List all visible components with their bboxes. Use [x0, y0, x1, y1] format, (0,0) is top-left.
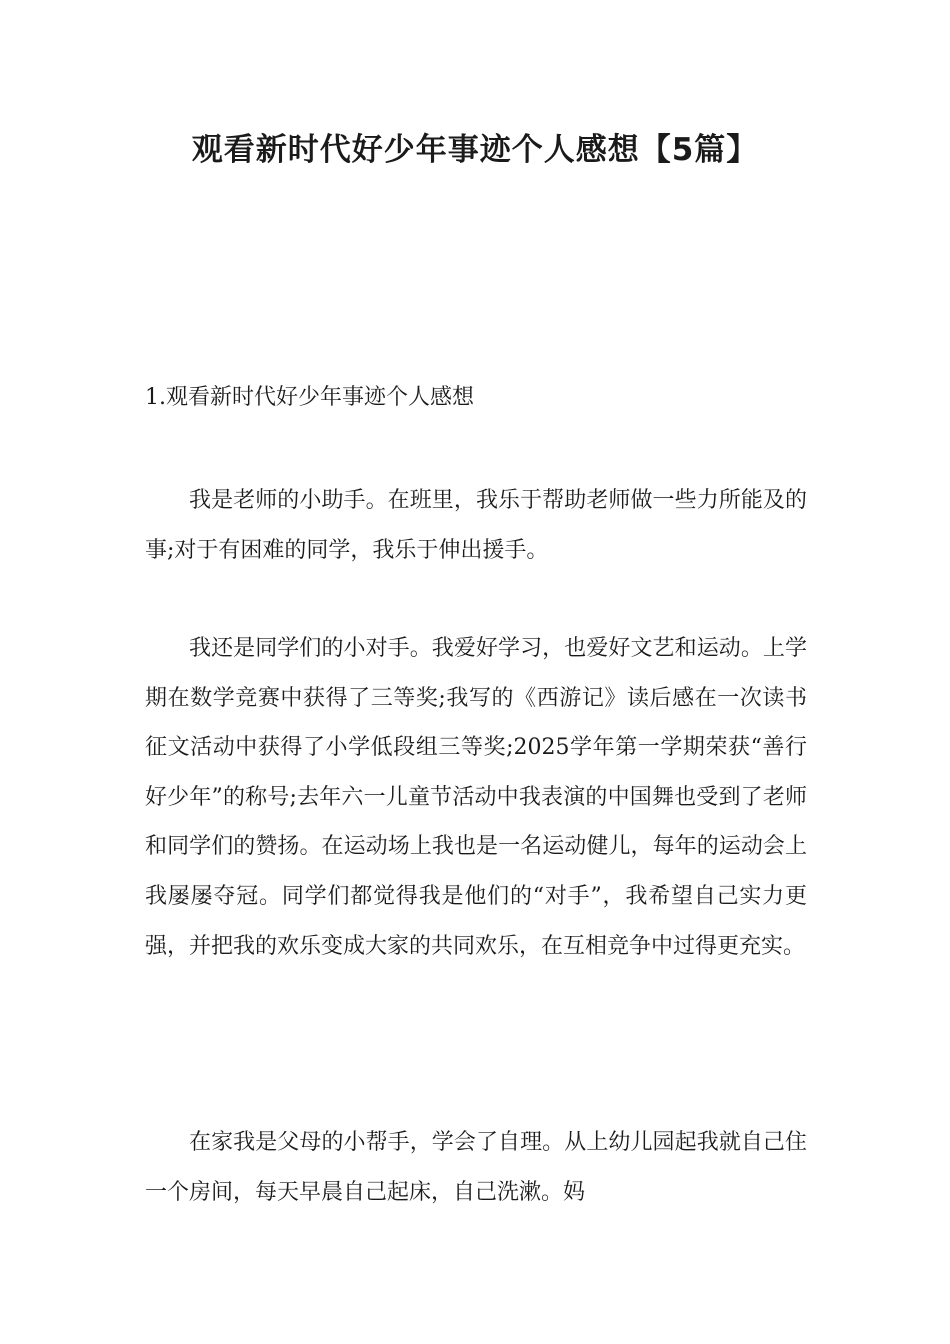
paragraph-1: 我是老师的小助手。在班里，我乐于帮助老师做一些力所能及的事;对于有困难的同学，我乐于伸出援手。: [145, 488, 807, 563]
section-heading: 1.观看新时代好少年事迹个人感想: [145, 385, 474, 410]
paragraph-2: 我还是同学们的小对手。我爱好学习，也爱好文艺和运动。上学期在数学竞赛中获得了三等奖;我写的《西游记》读后感在一次读书征文活动中获得了小学低段组三等奖;2025学年第一学期荣获“善行好少年”的称号;去年六一儿童节活动中我表演的中国舞也受到了老师和同学们的赞扬。在运动场上我也是一名运动健儿，每年的运动会上我屡屡夺冠。同学们都觉得我是他们的“对手”，我希望自己实力更强，并把我的欢乐变成大家的共同欢乐，在互相竞争中过得更充实。: [145, 636, 807, 959]
paragraph-3: 在家我是父母的小帮手，学会了自理。从上幼儿园起我就自己住一个房间，每天早晨自己起床，自己洗漱。妈: [145, 1130, 807, 1205]
document-title: 观看新时代好少年事迹个人感想【5篇】: [191, 132, 759, 168]
